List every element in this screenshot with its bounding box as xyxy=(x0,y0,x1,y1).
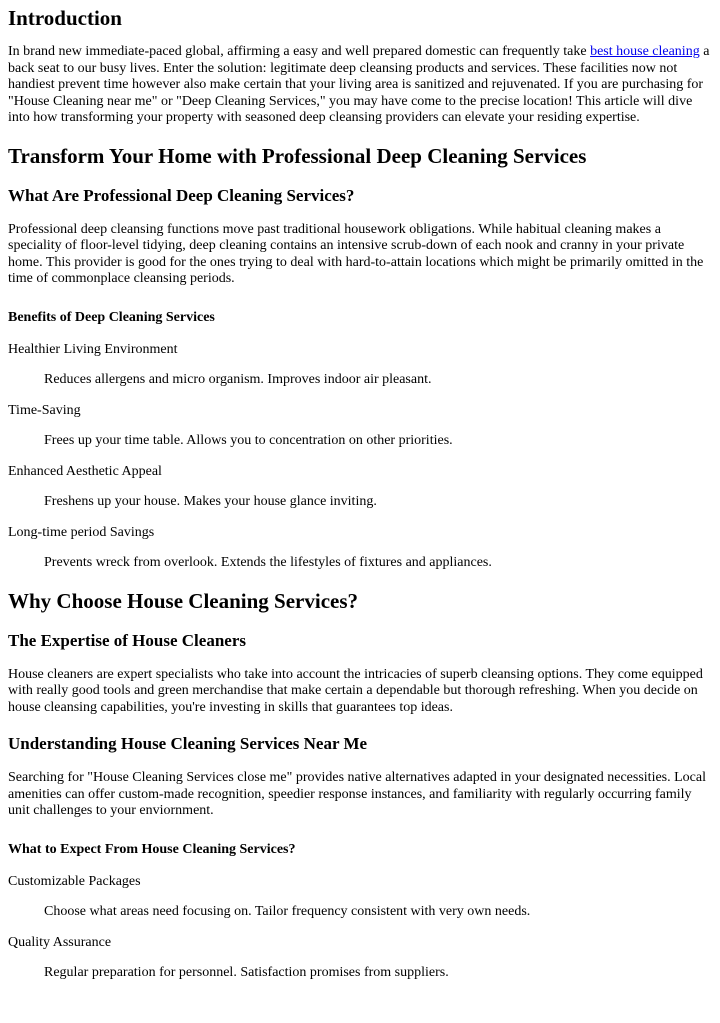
expect-term: Quality Assurance xyxy=(8,934,112,950)
expect-description: Regular preparation for personnel. Satisfaction promises from suppliers. xyxy=(44,965,449,980)
benefit-description: Frees up your time table. Allows you to concentration on other priorities. xyxy=(44,433,453,448)
expect-heading: What to Expect From House Cleaning Services? xyxy=(8,841,296,857)
expect-list xyxy=(8,874,712,982)
what-are-heading: What Are Professional Deep Cleaning Services? xyxy=(8,185,355,205)
expect-term: Customizable Packages xyxy=(8,873,141,889)
benefit-term: Long-time period Savings xyxy=(8,524,155,540)
near-me-paragraph: Searching for "House Cleaning Services close me" provides native alternatives adapted in your designated necessities. Local amenities can offer custom-made recognition, speedier response instances, and familiarity with regularly occurring family unit challenges to your enviornment. xyxy=(8,770,706,818)
expertise-heading: The Expertise of House Cleaners xyxy=(8,630,246,650)
expect-description: Choose what areas need focusing on. Tailor frequency consistent with very own needs. xyxy=(44,904,531,919)
benefit-term: Time-Saving xyxy=(8,402,81,418)
intro-heading: Introduction xyxy=(8,6,122,30)
near-me-heading: Understanding House Cleaning Services Near Me xyxy=(8,734,368,753)
benefits-list xyxy=(8,342,712,572)
article xyxy=(0,6,720,982)
benefits-heading: Benefits of Deep Cleaning Services xyxy=(8,309,215,325)
benefit-description: Prevents wreck from overlook. Extends the lifestyles of fixtures and appliances. xyxy=(44,555,492,570)
why-heading: Why Choose House Cleaning Services? xyxy=(8,588,359,613)
transform-heading: Transform Your Home with Professional Deep Cleaning Services xyxy=(8,143,587,168)
intro-text-before-link: In brand new immediate-paced global, affirming a easy and well prepared domestic can frequently take xyxy=(8,44,591,59)
best-house-cleaning-link[interactable]: best house cleaning xyxy=(590,44,700,59)
benefit-description: Freshens up your house. Makes your house glance inviting. xyxy=(44,494,377,509)
what-are-paragraph: Professional deep cleansing functions move past traditional housework obligations. While habitual cleaning makes a speciality of floor-level tidying, deep cleaning contains an intensive scrub-down of each nook and cranny in your private home. This provider is good for the ones trying to deal with hard-to-attain locations which might be primarily omitted in the time of commonplace cleansing periods. xyxy=(8,221,704,286)
intro-text-after-link: a back seat to our busy lives. Enter the solution: legitimate deep cleansing products and services. These facilities now not handiest prevent time however also make certain that your living area is sanitized and rejuvenated. If you are purchasing for "House Cleaning near me" or "Deep Cleaning Services," you may have come to the precise location! This article will dive into how transforming your property with seasoned deep cleansing providers can elevate your residing expertise. xyxy=(8,44,710,125)
benefit-description: Reduces allergens and micro organism. Improves indoor air pleasant. xyxy=(44,372,432,387)
benefit-term: Enhanced Aesthetic Appeal xyxy=(8,463,162,479)
intro-paragraph xyxy=(8,44,712,127)
benefit-term: Healthier Living Environment xyxy=(8,341,178,357)
expertise-paragraph: House cleaners are expert specialists who take into account the intricacies of superb cleansing options. They come equipped with really good tools and green merchandise that make certain a dependable but thorough refreshing. When you decide on house cleansing capabilities, you're investing in skills that guarantees top ideas. xyxy=(8,666,703,715)
